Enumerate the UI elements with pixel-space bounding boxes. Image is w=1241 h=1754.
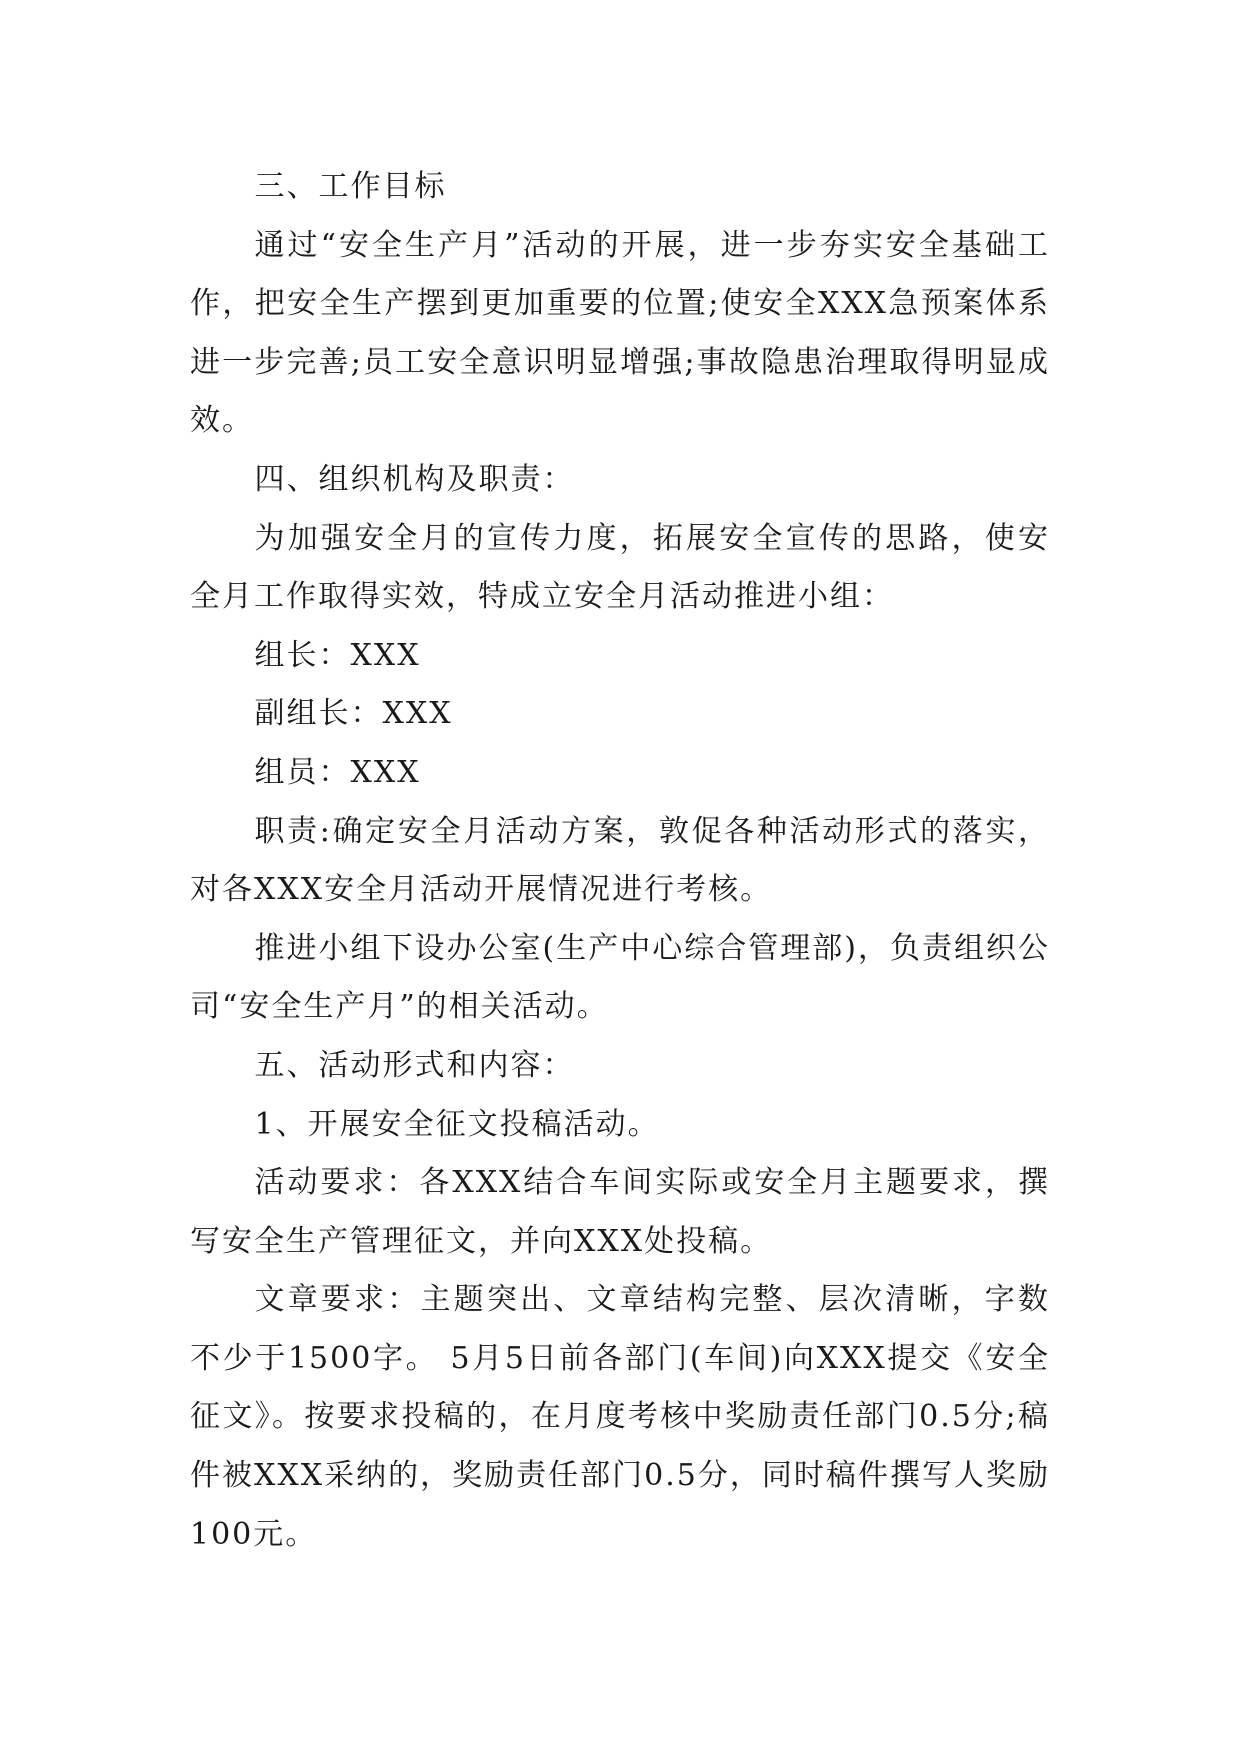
section-heading-activities: 五、活动形式和内容： — [254, 1047, 575, 1083]
document-body — [190, 158, 1050, 1564]
section-heading-organization: 四、组织机构及职责： — [254, 461, 575, 497]
paragraph-article-requirements: 文章要求：主题突出、文章结构完整、层次清晰，字数不少于1500字。 5月5日前各部门(车间)向XXX提交《安全征文》。按要求投稿的，在月度考核中奖励责任部门0.5分;稿件被XXX采纳的，奖励责任部门0.5分，同时稿件撰写人奖励100元。 — [190, 1282, 1050, 1552]
paragraph-activity-requirements: 活动要求：各XXX结合车间实际或安全月主题要求，撰写安全生产管理征文，并向XXX处投稿。 — [190, 1165, 1050, 1259]
paragraph-office: 推进小组下设办公室(生产中心综合管理部)，负责组织公司“安全生产月”的相关活动。 — [190, 930, 1050, 1025]
paragraph-duties: 职责:确定安全月活动方案，敦促各种活动形式的落实，对各XXX安全月活动开展情况进行考核。 — [190, 813, 1050, 908]
paragraph-goals: 通过“安全生产月”活动的开展，进一步夯实安全基础工作，把安全生产摆到更加重要的位置;使安全XXX急预案体系进一步完善;员工安全意识明显增强;事故隐患治理取得明显成效。 — [190, 227, 1050, 439]
list-item-essay-contest: 1、开展安全征文投稿活动。 — [254, 1106, 660, 1142]
paragraph-team-leader: 组长：XXX — [254, 637, 421, 673]
section-heading-work-goals: 三、工作目标 — [254, 169, 447, 204]
paragraph-organization-intro: 为加强安全月的宣传力度，拓展安全宣传的思路，使安全月工作取得实效，特成立安全月活动推进小组： — [190, 520, 1050, 615]
paragraph-team-members: 组员：XXX — [254, 754, 421, 790]
paragraph-deputy-leader: 副组长：XXX — [254, 696, 453, 732]
